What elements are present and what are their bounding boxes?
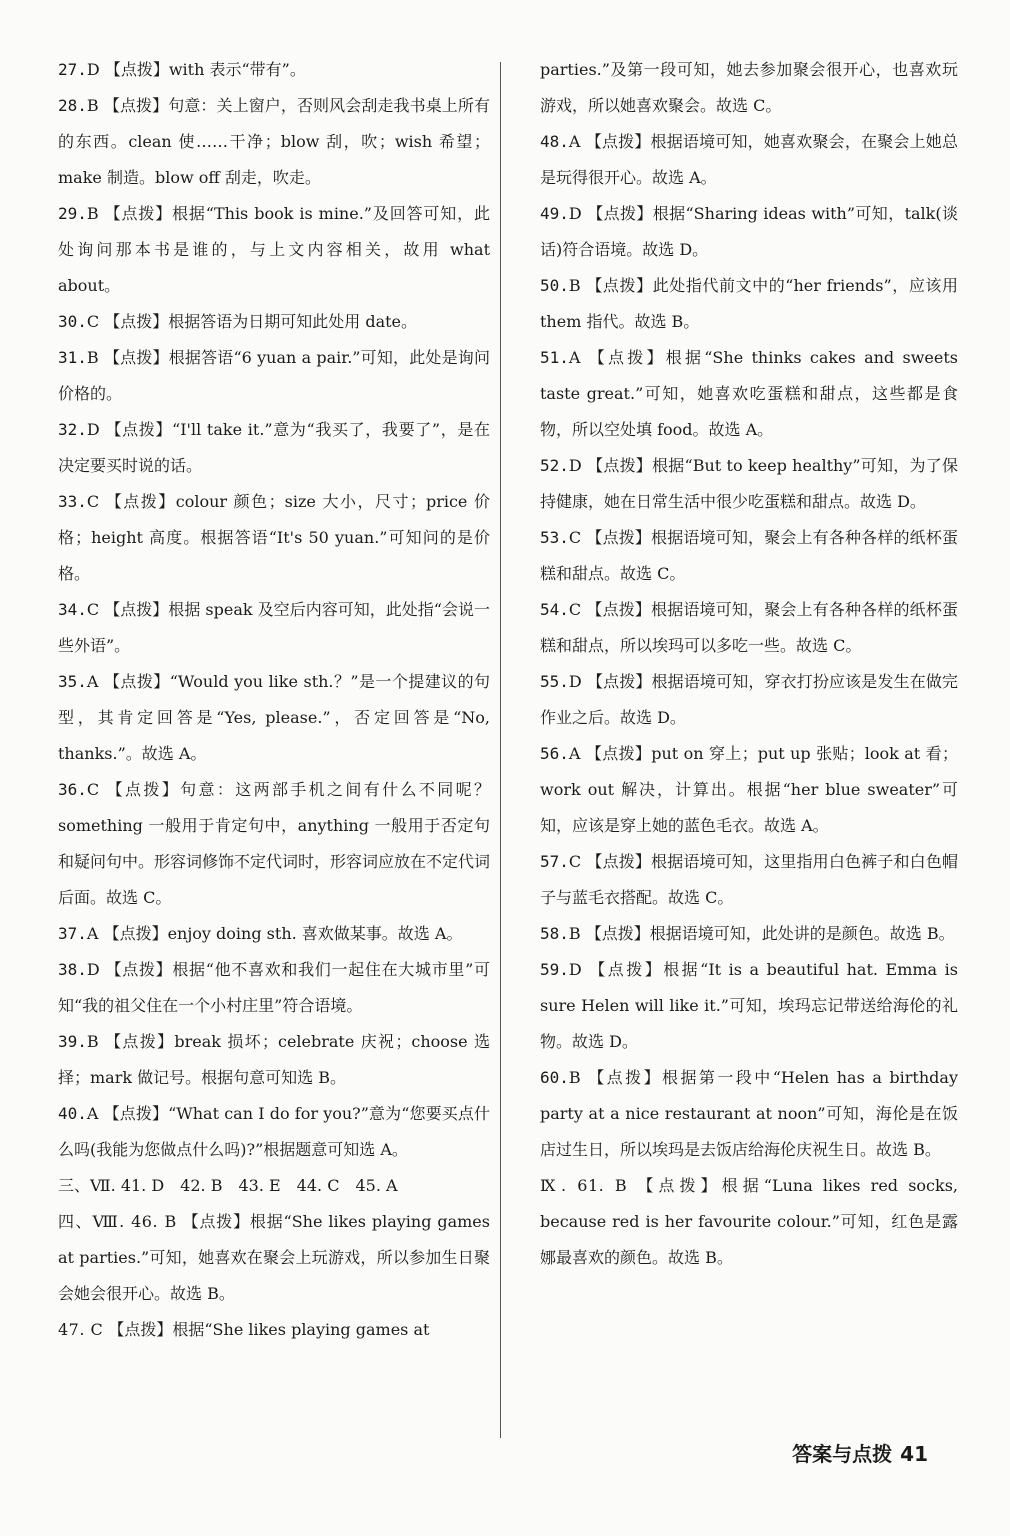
explanation: 【点拨】根据语境可知，这里指用白色裤子和白色帽子与蓝毛衣搭配。故选 C。 (540, 852, 958, 907)
answer-letter: C (86, 312, 100, 331)
section-nine-item-61 (540, 1168, 958, 1276)
answer-item-58 (540, 916, 958, 952)
question-number: 28. (58, 96, 87, 115)
explanation: 【点拨】根据语境可知，聚会上有各种各样的纸杯蛋糕和甜点，所以埃玛可以多吃一些。故选 C。 (540, 600, 958, 655)
answer-item-52 (540, 448, 958, 520)
question-number: 51. (540, 348, 569, 367)
question-number: 55. (540, 672, 569, 691)
answer-letter: C (568, 528, 582, 547)
explanation: 【点拨】“What can I do for you?”意为“您要买点什么吗(我能为您做点什么吗)?”根据题意可知选 A。 (58, 1104, 490, 1159)
answer-letter: A (568, 348, 581, 367)
explanation: 【点拨】enjoy doing sth. 喜欢做某事。故选 A。 (103, 924, 463, 943)
answer-letter: D (86, 420, 100, 439)
answer-letter: C (86, 600, 100, 619)
answer-item-54 (540, 592, 958, 664)
explanation: 【点拨】根据第一段中“Helen has a birthday party at a nice restaurant at noon”可知，海伦是在饭店过生日，所以埃玛是去饭店给海伦庆祝生日。故选 B。 (540, 1068, 958, 1159)
question-number: 35. (58, 672, 87, 691)
question-number: 54. (540, 600, 569, 619)
answer-letter: B (568, 276, 581, 295)
explanation: 【点拨】根据语境可知，聚会上有各种各样的纸杯蛋糕和甜点。故选 C。 (540, 528, 958, 583)
question-number: 33. (58, 492, 87, 511)
answer-letter: B (86, 1032, 99, 1051)
question-number: 48. (540, 132, 569, 151)
answer-item-36 (58, 772, 490, 916)
answer-letter: C (568, 852, 582, 871)
question-number: 36. (58, 780, 87, 799)
explanation: 【点拨】“I'll take it.”意为“我买了，我要了”，是在决定要买时说的话。 (58, 420, 490, 475)
answer-letter: B (568, 924, 581, 943)
answer-item-55 (540, 664, 958, 736)
explanation: 【点拨】根据“Luna likes red socks, because red is her favourite colour.”可知，红色是露娜最喜欢的颜色。故选 B。 (540, 1176, 958, 1267)
answer-item-39 (58, 1024, 490, 1096)
question-number: 49. (540, 204, 569, 223)
explanation: 【点拨】根据“She likes playing games at parties.”可知，她喜欢在聚会上玩游戏，所以参加生日聚会她会很开心。故选 B。 (58, 1212, 490, 1303)
answer-item-30 (58, 304, 490, 340)
question-number: 60. (540, 1068, 569, 1087)
answer-letter: A (568, 132, 581, 151)
answer-letter: A (86, 1104, 99, 1123)
explanation: 【点拨】根据“It is a beautiful hat. Emma is sure Helen will like it.”可知，埃玛忘记带送给海伦的礼物。故选 D。 (540, 960, 958, 1051)
explanation: 【点拨】根据答语“6 yuan a pair.”可知，此处是询问价格的。 (58, 348, 490, 403)
answer-letter: A (86, 924, 99, 943)
answer-letter: A (86, 672, 99, 691)
answer-item-32 (58, 412, 490, 484)
answer-item-50 (540, 268, 958, 340)
explanation: 【点拨】break 损坏；celebrate 庆祝；choose 选择；mark 做记号。根据句意可知选 B。 (58, 1032, 490, 1087)
answer-letter: D (86, 60, 100, 79)
answer-letter: D (568, 672, 582, 691)
question-number: 31. (58, 348, 87, 367)
answer-item-38 (58, 952, 490, 1024)
question-number: 50. (540, 276, 569, 295)
right-column (540, 52, 958, 1276)
answer-item-47-continued: parties.”及第一段可知，她去参加聚会很开心，也喜欢玩游戏，所以她喜欢聚会。故选 C。 (540, 60, 958, 115)
answer-item-31 (58, 340, 490, 412)
answer-letter: D (568, 204, 582, 223)
answer-letter: C (86, 780, 100, 799)
explanation: 【点拨】根据“She thinks cakes and sweets taste great.”可知，她喜欢吃蛋糕和甜点，这些都是食物，所以空处填 food。故选 A。 (540, 348, 958, 439)
answer-letter: D (568, 960, 582, 979)
column-divider (500, 62, 501, 1438)
answer-letter: D (86, 960, 100, 979)
answer-letter: D (568, 456, 582, 475)
question-number: 56. (540, 744, 569, 763)
left-column (58, 52, 490, 1348)
question-number: 58. (540, 924, 569, 943)
question-number: 38. (58, 960, 87, 979)
question-number: 34. (58, 600, 87, 619)
answer-letter: C (86, 492, 100, 511)
explanation: 【点拨】“Would you like sth.？”是一个提建议的句型，其肯定回答是“Yes, please.”，否定回答是“No, thanks.”。故选 A。 (58, 672, 490, 763)
explanation: 【点拨】put on 穿上；put up 张贴；look at 看；work out 解决，计算出。根据“her blue sweater”可知，应该是穿上她的蓝色毛衣。故选 A。 (540, 744, 958, 835)
answer-item-28 (58, 88, 490, 196)
question-number: 30. (58, 312, 87, 331)
answer-item-33 (58, 484, 490, 592)
answer-item-51 (540, 340, 958, 448)
section-four-item-46 (58, 1204, 490, 1312)
explanation: 【点拨】根据语境可知，穿衣打扮应该是发生在做完作业之后。故选 D。 (540, 672, 958, 727)
answer-item-59 (540, 952, 958, 1060)
question-number: 57. (540, 852, 569, 871)
explanation: 【点拨】colour 颜色；size 大小，尺寸；price 价格；height 高度。根据答语“It's 50 yuan.”可知问的是价格。 (58, 492, 490, 583)
question-number: 53. (540, 528, 569, 547)
question-number: 40. (58, 1104, 87, 1123)
page-footer (792, 1438, 928, 1467)
explanation: 【点拨】with 表示“带有”。 (104, 60, 306, 79)
question-number: 47. C (58, 1320, 104, 1339)
answer-item-29 (58, 196, 490, 304)
answer-letter: A (568, 744, 581, 763)
answer-letter: B (86, 204, 99, 223)
answer-item-37 (58, 916, 490, 952)
answer-item-56 (540, 736, 958, 844)
question-number: Ⅸ. 61. B (540, 1176, 628, 1195)
question-number: 四、Ⅷ. 46. B (58, 1212, 177, 1231)
explanation: 【点拨】根据答语为日期可知此处用 date。 (104, 312, 418, 331)
explanation: 【点拨】句意：关上窗户，否则风会刮走我书桌上所有的东西。clean 使……干净；blow 刮，吹；wish 希望；make 制造。blow off 刮走，吹走。 (58, 96, 490, 187)
answer-item-48 (540, 124, 958, 196)
explanation: 【点拨】根据 speak 及空后内容可知，此处指“会说一些外语”。 (58, 600, 490, 655)
explanation: 【点拨】根据语境可知，她喜欢聚会，在聚会上她总是玩得很开心。故选 A。 (540, 132, 958, 187)
question-number: 39. (58, 1032, 87, 1051)
answer-item-27 (58, 52, 490, 88)
footer-label: 答案与点拨 (792, 1442, 893, 1466)
answer-item-53 (540, 520, 958, 592)
answer-item-34 (58, 592, 490, 664)
section-three-answers: 三、Ⅶ. 41. D 42. B 43. E 44. C 45. A (58, 1176, 398, 1195)
answer-item-40 (58, 1096, 490, 1168)
question-number: 52. (540, 456, 569, 475)
explanation: 【点拨】此处指代前文中的“her friends”，应该用 them 指代。故选 B。 (540, 276, 958, 331)
answer-letter: B (86, 96, 99, 115)
explanation: 【点拨】根据“She likes playing games at (108, 1320, 430, 1339)
answer-item-35 (58, 664, 490, 772)
explanation: 【点拨】句意：这两部手机之间有什么不同呢？something 一般用于肯定句中，anything 一般用于否定句和疑问句中。形容词修饰不定代词时，形容词应放在不定代词后面。故选 C。 (58, 780, 491, 907)
explanation: 【点拨】根据“他不喜欢和我们一起住在大城市里”可知“我的祖父住在一个小村庄里”符合语境。 (58, 960, 490, 1015)
explanation: 【点拨】根据语境可知，此处讲的是颜色。故选 B。 (585, 924, 955, 943)
answer-item-47 (58, 1312, 490, 1348)
answer-letter: B (86, 348, 99, 367)
answer-letter: B (568, 1068, 581, 1087)
explanation: 【点拨】根据“This book is mine.”及回答可知，此处询问那本书是谁的，与上文内容相关，故用 what about。 (58, 204, 490, 295)
question-number: 59. (540, 960, 569, 979)
question-number: 27. (58, 60, 87, 79)
answer-item-57 (540, 844, 958, 916)
explanation: 【点拨】根据“But to keep healthy”可知，为了保持健康，她在日常生活中很少吃蛋糕和甜点。故选 D。 (540, 456, 958, 511)
question-number: 32. (58, 420, 87, 439)
answer-letter: C (568, 600, 582, 619)
answer-item-60 (540, 1060, 958, 1168)
question-number: 29. (58, 204, 87, 223)
answer-item-49 (540, 196, 958, 268)
question-number: 37. (58, 924, 87, 943)
explanation: 【点拨】根据“Sharing ideas with”可知，talk(谈话)符合语境。故选 D。 (540, 204, 958, 259)
page-number: 41 (900, 1442, 928, 1466)
